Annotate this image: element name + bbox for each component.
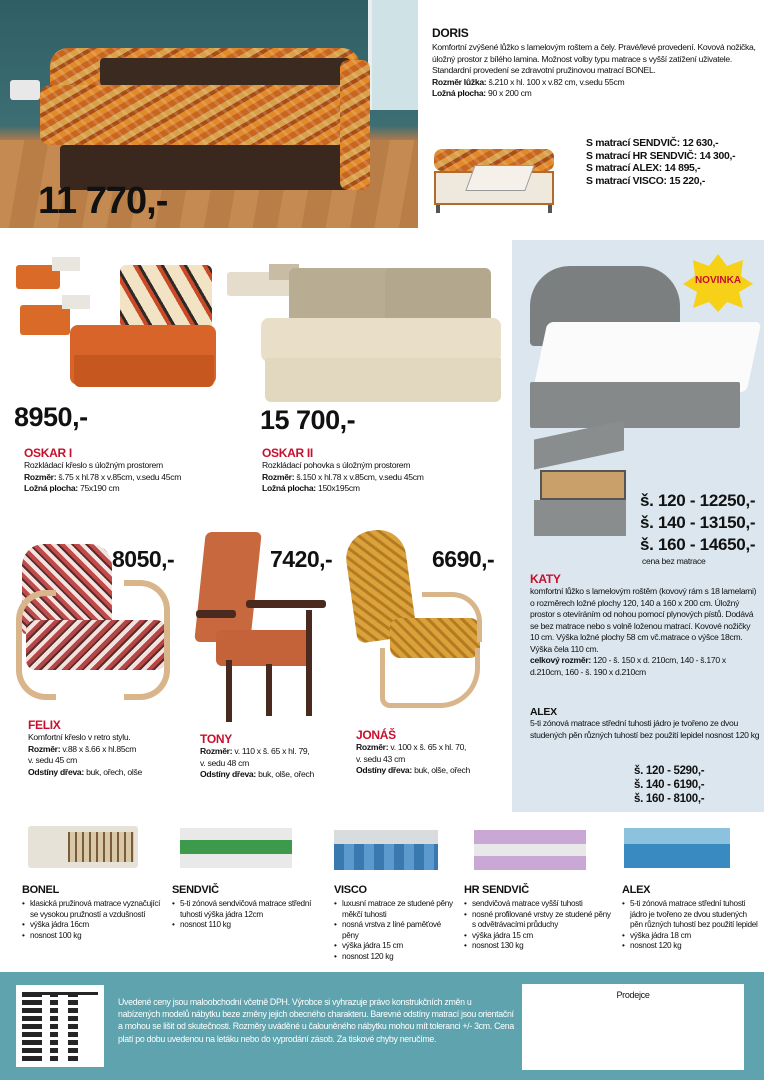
oskar1-size-label: Rozměr:	[24, 471, 57, 482]
mattress-name: HR SENDVIČ	[464, 884, 529, 896]
katy-price: š. 120 - 12250,-	[640, 491, 756, 510]
qr-code	[16, 985, 104, 1067]
oskar2-size-label: Rozměr:	[262, 471, 295, 482]
katy-info	[530, 572, 760, 678]
mattress-name: VISCO	[334, 884, 367, 896]
tony-seat: v. sedu 48 cm	[200, 757, 249, 768]
doris-name: DORIS	[432, 26, 469, 40]
katy-price: š. 140 - 13150,-	[640, 513, 756, 532]
felix-wood-label: Odstíny dřeva:	[28, 766, 84, 777]
mattress-name: ALEX	[622, 884, 651, 896]
mattress-visco	[334, 884, 456, 962]
tony-size-label: Rozměr:	[200, 746, 233, 756]
mattress-name: SENDVIČ	[172, 884, 219, 896]
felix-desc: Komfortní křeslo v retro stylu.	[28, 732, 131, 742]
mattress-feature: • nosnost 110 kg	[172, 920, 328, 931]
felix-size-value: v.88 x š.66 x hl.85cm	[62, 743, 137, 754]
oskar1-desc: Rozkládací křeslo s úložným prostorem	[24, 460, 163, 470]
mattress-feature: • výška jádra 15 cm	[334, 941, 456, 952]
visco-image	[334, 830, 438, 870]
doris-area-value: 90 x 200 cm	[487, 88, 532, 98]
katy-storage-image	[530, 430, 630, 540]
mattress-feature: • nosnost 100 kg	[22, 931, 164, 942]
mattress-feature: • klasická pružinová matrace vyznačující se vysokou pružností a vzdušností	[22, 899, 164, 920]
jonas-wood-value: buk, olše, ořech	[414, 765, 470, 775]
oskar1-info	[24, 446, 244, 495]
oskar2-size-value: š.150 x hl.78 x v.85cm, v.sedu 45cm	[296, 471, 424, 482]
novinka-label: NOVINKA	[694, 275, 742, 286]
felix-seat: v. sedu 45 cm	[28, 755, 77, 765]
doris-mattress-options	[586, 138, 762, 188]
hr-sendvic-image	[474, 830, 586, 870]
tony-wood-label: Odstíny dřeva:	[200, 769, 256, 779]
doris-area-label: Ložná plocha:	[432, 88, 486, 98]
oskar1-image	[12, 245, 222, 415]
doris-storage-image	[430, 145, 558, 217]
alex-prices	[634, 764, 754, 806]
katy-desc: komfortní lůžko s lamelovým roštěm (kovový rám s 18 lamelami) o rozměrech ložné plochy 120, 140 a 160 x 200 cm. Úložný prostor s otevíráním od nohou pomocí plynových pístů. Dodává se bez matrace nebo s volně loženou matrací. Kovové nožičky 10 cm. Výška ložné plochy 58 cm vč.matrace o výšce 18cm. Výška čela 110 cm.	[530, 586, 757, 654]
doris-option: S matrací VISCO: 15 220,-	[586, 175, 705, 187]
mattress-feature: • výška jádra 16cm	[22, 920, 164, 931]
alex-price: š. 120 - 5290,-	[634, 765, 705, 777]
jonas-name: JONÁŠ	[356, 728, 396, 742]
felix-size-label: Rozměr:	[28, 743, 61, 754]
doris-option: S matrací ALEX: 14 895,-	[586, 163, 701, 174]
mattress-feature: • nosnost 130 kg	[464, 941, 612, 952]
mattress-alex	[622, 884, 758, 952]
oskar1-name: OSKAR I	[24, 446, 72, 460]
tony-info	[200, 732, 350, 781]
alex-desc: 5-ti zónová matrace střední tuhosti jádro je tvořeno ze dvou studených pěn různých tuhostí bez použití lepidel nosnost 120 kg	[530, 718, 760, 740]
footer-note: Uvedené ceny jsou maloobchodní včetně DPH. Výrobce si vyhrazuje právo konstrukčních změn u nabízených modelů nábytku beze změny jejich obecného charakteru. Barevné odstíny matrací jsou orientační a mohou se lišit od skutečnosti. Rozměry uváděné u čalouněného nábytku mohou mít toleranci +/- 3cm. Cena platí po dobu uvedenou na letáku nebo do vyprodání zásob. Za tiskové chyby neručíme.	[118, 997, 514, 1044]
oskar2-price: 15 700,-	[260, 405, 356, 435]
jonas-seat: v. sedu 43 cm	[356, 753, 405, 764]
alex-mattress-image	[624, 828, 730, 868]
jonas-price: 6690,-	[432, 546, 495, 572]
oskar1-area-label: Ložná plocha:	[24, 483, 78, 493]
jonas-size-label: Rozměr:	[356, 742, 389, 752]
doris-size-label: Rozměr lůžka:	[432, 76, 487, 87]
katy-name: KATY	[530, 572, 561, 586]
mattress-sendvic	[172, 884, 328, 931]
mattress-feature: • luxusní matrace ze studené pěny měkčí tuhosti	[334, 899, 456, 920]
katy-total-value: 120 - š. 150 x d. 210cm, 140 - š.170 x d.210cm, 160 - š. 190 x d.210cm	[530, 655, 726, 677]
katy-price: š. 160 - 14650,-	[640, 535, 756, 554]
felix-info	[28, 718, 188, 778]
alex-price: š. 160 - 8100,-	[634, 793, 705, 805]
mattress-feature: • nosnost 120 kg	[622, 941, 758, 952]
jonas-wood-label: Odstíny dřeva:	[356, 765, 412, 775]
katy-no-mattress: cena bez matrace	[642, 556, 706, 566]
oskar2-area-value: 150x195cm	[317, 483, 360, 493]
oskar1-price: 8950,-	[14, 402, 88, 432]
mattress-feature: • sendvičová matrace vyšší tuhosti	[464, 899, 612, 910]
doris-info	[432, 26, 758, 100]
oskar2-image	[225, 258, 505, 428]
mattress-feature: • 5-ti zónová sendvičová matrace střední tuhosti výška jádra 12cm	[172, 899, 328, 920]
mattress-feature: • nosná vrstva z líné paměťové pěny	[334, 920, 456, 941]
alex-name: ALEX	[530, 706, 557, 718]
tony-wood-value: buk, olše, ořech	[258, 769, 314, 779]
mattress-feature: • nosné profilované vrstvy ze studené pěny s odvětrávacími průduchy	[464, 910, 612, 931]
mattress-feature: • 5-ti zónová matrace střední tuhosti jádro je tvořeno ze dvou studených pěn různých tuhostí bez použití lepidel	[622, 899, 758, 931]
tony-price: 7420,-	[270, 546, 333, 572]
oskar2-desc: Rozkládací pohovka s úložným prostorem	[262, 460, 411, 470]
doris-price: 11 770,-	[38, 180, 168, 222]
alex-info	[530, 706, 760, 741]
oskar2-area-label: Ložná plocha:	[262, 483, 316, 493]
oskar2-name: OSKAR II	[262, 446, 313, 460]
sendvic-image	[180, 828, 292, 868]
mattress-bonel	[22, 884, 164, 941]
katy-prices	[640, 490, 764, 568]
alex-price: š. 140 - 6190,-	[634, 779, 705, 791]
tony-size-value: v. 110 x š. 65 x hl. 79,	[234, 746, 310, 756]
mattress-feature: • výška jádra 15 cm	[464, 931, 612, 942]
seller-label: Prodejce	[616, 990, 650, 1000]
felix-name: FELIX	[28, 718, 61, 732]
mattress-hr-sendvic	[464, 884, 612, 952]
katy-total-label: celkový rozměr:	[530, 655, 591, 665]
doris-size-value: š.210 x hl. 100 x v.82 cm, v.sedu 55cm	[488, 76, 625, 87]
seller-box	[522, 984, 744, 1070]
oskar1-area-value: 75x190 cm	[79, 483, 120, 493]
felix-price: 8050,-	[112, 546, 175, 572]
doris-desc: Komfortní zvýšené lůžko s lamelovým roštem a čely. Pravé/levé provedení. Kovová nožička, úložný prostor z bílého lamina. Možnost volby typu matrace s vyšší zatížení uživatele. Standardní provedení se zdravotní pružinovou matrací BONEL.	[432, 42, 756, 75]
felix-wood-value: buk, ořech, olše	[86, 766, 142, 777]
jonas-size-value: v. 100 x š. 65 x hl. 70,	[390, 742, 467, 752]
bonel-image	[28, 826, 138, 868]
mattress-name: BONEL	[22, 884, 60, 896]
oskar2-info	[262, 446, 502, 495]
mattress-feature: • výška jádra 18 cm	[622, 931, 758, 942]
tony-name: TONY	[200, 732, 232, 746]
mattress-feature: • nosnost 120 kg	[334, 952, 456, 963]
oskar1-size-value: š.75 x hl.78 x v.85cm, v.sedu 45cm	[58, 471, 182, 482]
doris-option: S matrací SENDVIČ: 12 630,-	[586, 138, 719, 149]
doris-option: S matrací HR SENDVIČ: 14 300,-	[586, 150, 736, 162]
jonas-info	[356, 728, 506, 777]
